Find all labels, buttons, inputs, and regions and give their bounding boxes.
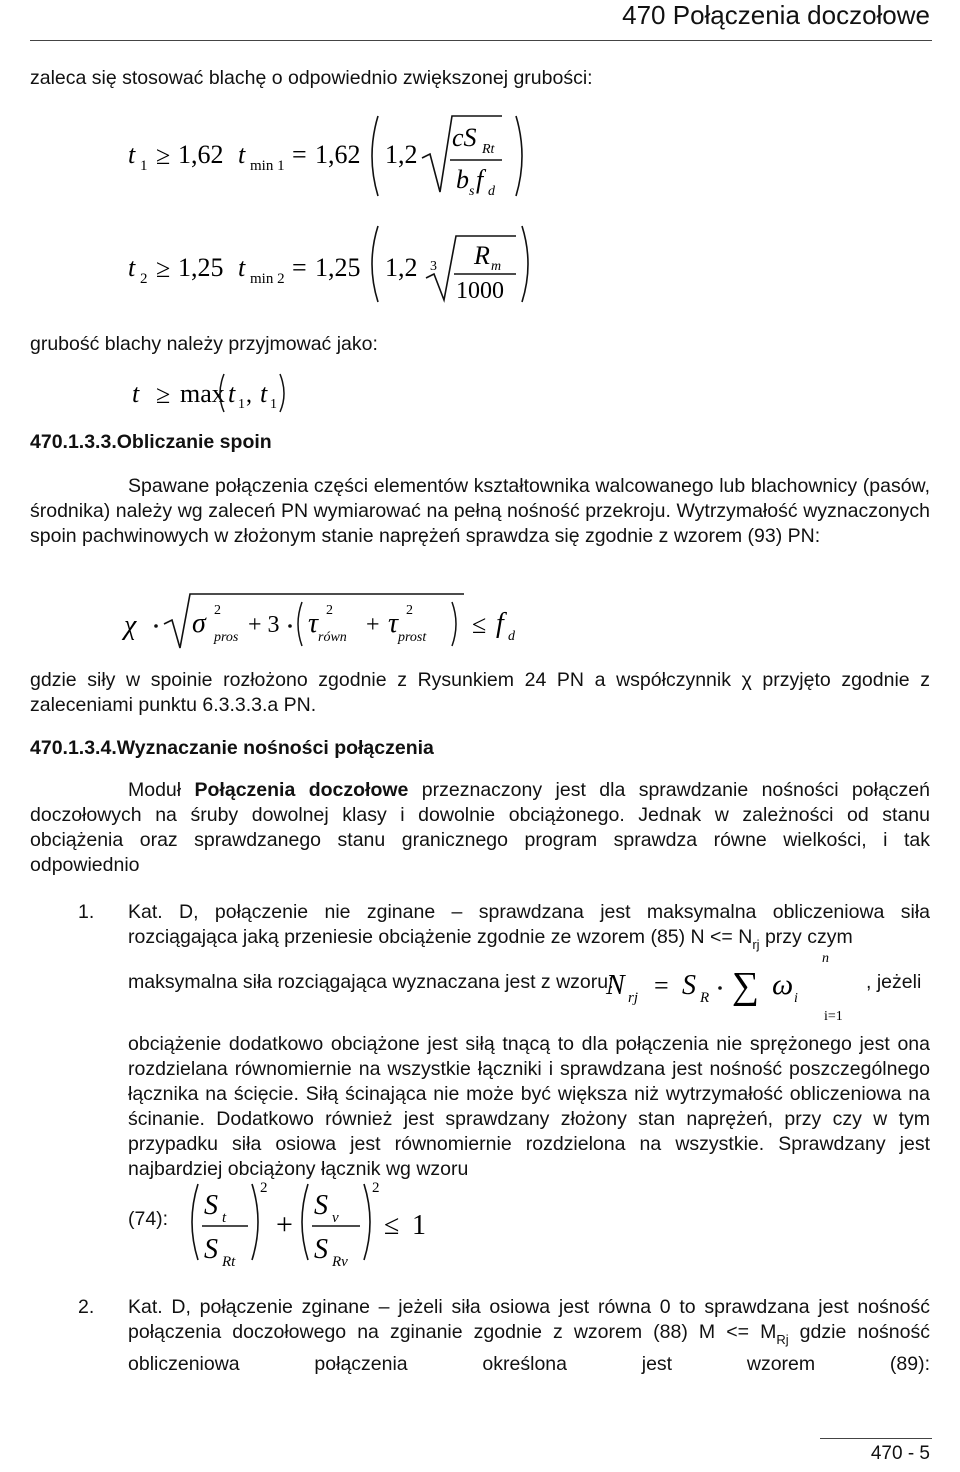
f3-b-sub: 1 — [270, 397, 277, 412]
formula-tmax — [120, 368, 320, 416]
fw-sq3: 2 — [406, 603, 413, 618]
f2-rparen — [522, 226, 528, 302]
f2-lhs-sub: 2 — [140, 271, 148, 287]
fw-plus3: + 3 — [248, 612, 280, 638]
f74-SRv: S — [314, 1234, 328, 1265]
f1-lhs-sub: 1 — [140, 158, 148, 174]
f1-k2: 1,62 — [315, 140, 361, 169]
item-2-post: gdzie nośność obliczeniowa połączenia określona jest wzorem (89): — [128, 1321, 930, 1375]
f3-b: t — [260, 379, 268, 408]
fn-sum-top: n — [822, 951, 829, 966]
f2-rel: ≥ — [156, 254, 171, 283]
p-pre: Moduł — [128, 779, 195, 801]
item-1-line3-post: , jeżeli — [866, 971, 922, 993]
f2-num: R — [474, 241, 490, 270]
f3-rparen — [280, 374, 284, 412]
item-1-line3-pre: maksymalna siła rozciągająca wyznaczana jest z wzoru: — [128, 971, 614, 993]
f74-lparen2 — [302, 1184, 308, 1260]
formula-nrj — [596, 948, 866, 1024]
item-2-text — [128, 1295, 930, 1377]
f1-den-sub1: s — [469, 184, 475, 199]
f74-rparen2 — [364, 1184, 370, 1260]
section-nosnosc-paragraph — [30, 778, 930, 878]
formula-t1 — [120, 108, 540, 204]
thickness-text: grubość blachy należy przyjmować jako: — [30, 333, 378, 355]
f3-a: t — [228, 379, 236, 408]
fw-sigma: σ — [192, 608, 206, 639]
f2-eq: = — [292, 253, 307, 282]
formula-t2 — [120, 218, 540, 310]
f74-rparen1 — [252, 1184, 258, 1260]
f74-rel: ≤ — [384, 1210, 400, 1241]
f1-tmin: t — [238, 140, 246, 169]
fw-rel: ≤ — [472, 610, 487, 639]
header-rule — [30, 40, 932, 41]
f2-lhs: t — [128, 253, 136, 282]
f2-k2: 1,25 — [315, 253, 361, 282]
f74-lparen1 — [192, 1184, 198, 1260]
f2-lparen — [372, 226, 378, 302]
f1-rparen — [516, 116, 522, 196]
f74-Sv-sub: v — [332, 1210, 339, 1226]
f74-sq1: 2 — [260, 1180, 268, 1196]
fn-N-sub: rj — [628, 990, 639, 1006]
item-1-line2-pre: rozciągająca jaką przeniesie obciążenie zgodnie ze wzorem (85) N <= N — [128, 926, 753, 948]
module-name: Połączenia doczołowe — [194, 779, 409, 801]
f74-St-sub: t — [222, 1210, 227, 1226]
page-header-title: 470 Połączenia doczołowe — [622, 0, 930, 30]
section-heading-nosnosc: 470.1.3.4.Wyznaczanie nośności połączenia — [30, 737, 434, 759]
footer-rule — [820, 1438, 932, 1439]
fn-N: N — [606, 970, 625, 1001]
f1-lhs: t — [128, 140, 136, 169]
f74-sq2: 2 — [372, 1180, 380, 1196]
item-1-number: 1. — [78, 901, 95, 923]
f1-num: cS — [452, 123, 477, 152]
f3-a-sub: 1 — [238, 397, 245, 412]
f3-lhs: t — [132, 379, 140, 408]
fw-rparen — [452, 602, 456, 646]
item-1-rest: obciążenie dodatkowo obciążone jest siłą tnącą to dla połączenia nie sprężonego jest ona rozdzielana równomiernie na wszystkie łączniki i sprawdzana jest nośność poszczególnego łącznika na ścięcie. Siłą ścinająca nie może być większa niż wytrzymałość obliczeniowa na ścinanie. Dodatkowo również jest sprawdzany złożony stan naprężeń, przy czy w tym przypadku siła osiowa jest równomiernie rozdzielona na wszystkie. Sprawdzany jest najbardziej obciążony łącznik wg wzoru — [128, 1033, 930, 1180]
fw-sq1: 2 — [214, 603, 221, 618]
f1-k: 1,62 — [178, 140, 224, 169]
fw-plus: + — [366, 612, 380, 638]
f3-comma: , — [246, 382, 252, 408]
item-1-line2-post: przy czym — [759, 926, 853, 948]
fw-f: f — [496, 608, 504, 639]
item-1-line1: Kat. D, połączenie nie zginane – sprawdzana jest maksymalna obliczeniowa siła — [128, 901, 930, 923]
f1-tmin-sub: min 1 — [250, 158, 285, 174]
f1-lparen — [372, 116, 378, 196]
f1-c: 1,2 — [385, 140, 418, 169]
fn-sum: ∑ — [732, 965, 760, 1007]
fn-eq: = — [654, 971, 669, 1000]
fn-sum-bottom: i=1 — [824, 1009, 843, 1024]
section-heading-spoin: 470.1.3.3.Obliczanie spoin — [30, 431, 272, 453]
section-spoin-paragraph: Spawane połączenia części elementów kształtownika walcowanego lub blachownicy (pasów, środnika) należy wg zaleceń PN wymiarować na pełną nośność przekroju. Wytrzymałość wyznaczonych spoin pachwinowych w złożonym stanie naprężeń sprawdza się zgodnie z wzorem (93) PN: — [30, 475, 930, 547]
f1-den-sub2: d — [488, 184, 495, 199]
page-number: 470 - 5 — [870, 1443, 930, 1464]
f3-rel: ≥ — [156, 380, 171, 409]
fw-lparen — [298, 602, 302, 646]
fw-tau1-sub: równ — [318, 630, 347, 645]
f2-root-index: 3 — [430, 259, 437, 274]
fn-dot — [718, 986, 722, 990]
fn-omega-sub: i — [794, 991, 798, 1006]
f74-St: S — [204, 1190, 218, 1221]
f1-rel: ≥ — [156, 141, 171, 170]
fw-chi: χ — [124, 610, 137, 641]
fw-dot — [154, 624, 158, 628]
f1-eq: = — [292, 140, 307, 169]
fw-f-sub: d — [508, 629, 515, 644]
f74-one: 1 — [412, 1210, 426, 1241]
f2-k: 1,25 — [178, 253, 224, 282]
fw-dot2 — [288, 624, 292, 628]
fn-S-sub: R — [700, 990, 710, 1006]
fw-sigma-sub: pros — [214, 630, 239, 645]
f74-SRv-sub: Rv — [332, 1254, 348, 1270]
item-2-number: 2. — [78, 1296, 95, 1318]
fn-S: S — [682, 970, 696, 1001]
f74-plus: + — [276, 1208, 293, 1241]
item-2-sub: Rj — [776, 1332, 789, 1347]
f74-SRt-sub: Rt — [222, 1254, 236, 1270]
f74-SRt: S — [204, 1234, 218, 1265]
f1-num-sub: Rt — [482, 142, 495, 157]
fw-tau1: τ — [308, 608, 319, 639]
item-2-pre: Kat. D, połączenie zginane – jeżeli siła osiowa jest równa 0 to sprawdzana jest nośność połączenia doczołowego na zginanie zgodnie z wzorem (88) M <= M — [128, 1296, 930, 1343]
fw-sq2: 2 — [326, 603, 333, 618]
f2-num-sub: m — [491, 259, 502, 274]
f1-den: b — [456, 165, 469, 194]
f2-tmin-sub: min 2 — [250, 271, 285, 287]
item-1-line2-sub: rj — [752, 937, 760, 952]
f3-fn: max — [180, 379, 225, 408]
fn-omega: ω — [772, 968, 794, 1001]
fw-tau2: τ — [388, 608, 399, 639]
formula-weld — [118, 588, 538, 654]
f74-Sv: S — [314, 1190, 328, 1221]
formula-74 — [180, 1174, 440, 1270]
f1-den2: f — [476, 165, 484, 194]
p-post: przeznaczony jest dla sprawdzanie nośności połączeń doczołowych na śruby dowolnej klasy i dowolnie obciążonego. Jednak w zależności od stanu obciążenia oraz sprawdzanego stanu granicznego program sprawdza równe wielkości, i tak odpowiednio — [30, 779, 930, 876]
section-spoin-note: gdzie siły w spoinie rozłożono zgodnie z Rysunkiem 24 PN a współczynnik χ przyjęto zgodnie z zaleceniami punktu 6.3.3.3.a PN. — [30, 669, 930, 716]
fw-tau2-sub: prost — [398, 630, 427, 645]
f2-c: 1,2 — [385, 253, 418, 282]
f2-tmin: t — [238, 253, 246, 282]
intro-text: zaleca się stosować blachę o odpowiednio zwiększonej grubości: — [30, 67, 593, 89]
item-1-eq-label: (74): — [128, 1208, 169, 1230]
f2-den: 1000 — [456, 278, 504, 304]
